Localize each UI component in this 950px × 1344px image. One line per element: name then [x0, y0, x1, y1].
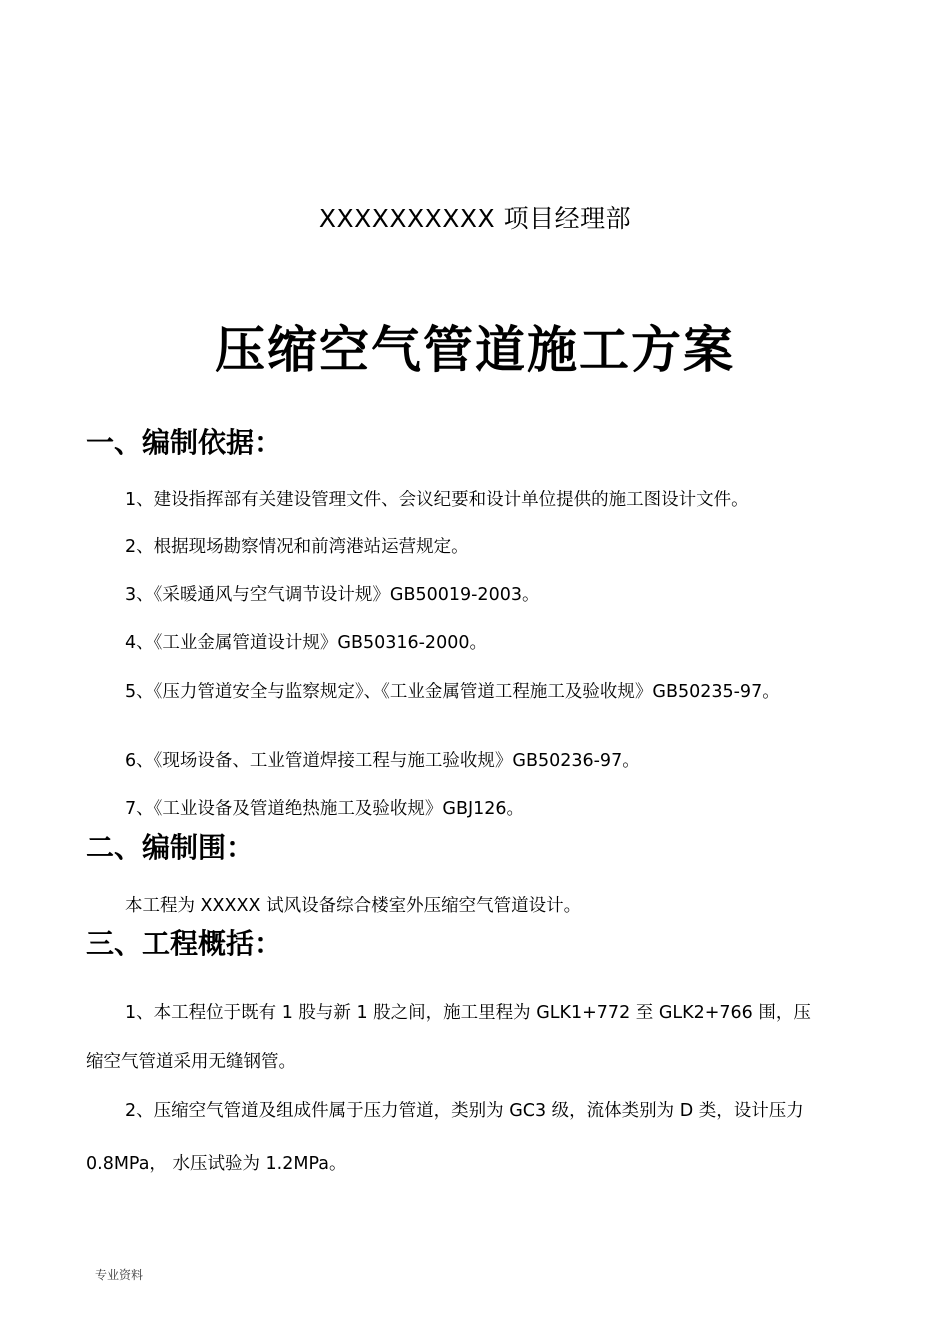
- scope-text: 本工程为 XXXXX 试风设备综合楼室外压缩空气管道设计。: [125, 896, 582, 916]
- basis-item-5: 5、《压力管道安全与监察规定》、《工业金属管道工程施工及验收规》GB50235-97。: [125, 682, 780, 702]
- basis-item-1: 1、建设指挥部有关建设管理文件、会议纪要和设计单位提供的施工图设计文件。: [125, 490, 749, 510]
- section-heading-basis: 一、编制依据：: [86, 426, 283, 459]
- footer-label: 专业资料: [95, 1268, 144, 1282]
- basis-item-4: 4、《工业金属管道设计规》GB50316-2000。: [125, 633, 487, 653]
- basis-item-6: 6、《现场设备、工业管道焊接工程与施工验收规》GB50236-97。: [125, 751, 640, 771]
- document-title: 压缩空气管道施工方案: [215, 321, 735, 379]
- basis-item-2: 2、根据现场勘察情况和前湾港站运营规定。: [125, 537, 469, 557]
- overview-item-1: 1、本工程位于既有 1 股与新 1 股之间，施工里程为 GLK1+772 至 GLK2+766 围，压缩空气管道采用无缝钢管。: [86, 1003, 811, 1072]
- overview-item-2: 2、压缩空气管道及组成件属于压力管道，类别为 GC3 级，流体类别为 D 类，设计压力 0.8MPa， 水压试验为 1.2MPa。: [86, 1101, 804, 1174]
- basis-item-7: 7、《工业设备及管道绝热施工及验收规》GBJ126。: [125, 799, 525, 819]
- section-heading-overview: 三、工程概括：: [86, 927, 283, 960]
- basis-item-3: 3、《采暖通风与空气调节设计规》GB50019-2003。: [125, 585, 540, 605]
- section-heading-scope: 二、编制围：: [86, 831, 255, 864]
- organization-name: XXXXXXXXXX 项目经理部: [318, 204, 632, 233]
